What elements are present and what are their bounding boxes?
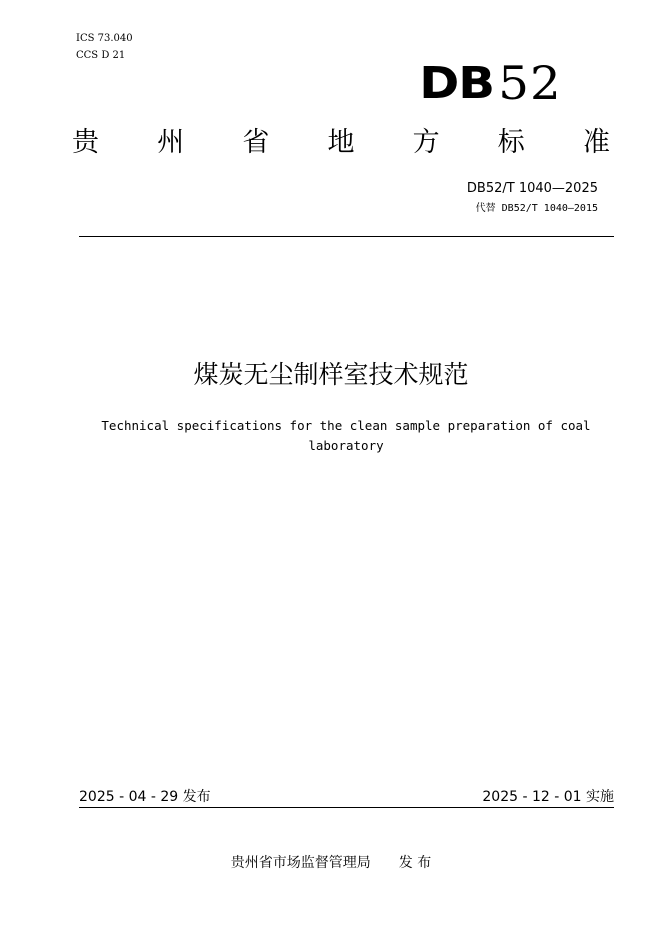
category-char: 地 (327, 127, 355, 158)
category-char: 州 (157, 127, 185, 158)
category-char: 方 (412, 127, 440, 158)
db-digits: 52 (498, 56, 562, 110)
category-char: 贵 (72, 127, 99, 158)
publish-date: 2025 - 04 - 29 发布 (79, 789, 211, 805)
category-char: 标 (497, 127, 525, 158)
db52-logo (419, 58, 562, 108)
category-char: 省 (242, 127, 270, 158)
standard-category (72, 125, 610, 161)
header-divider (79, 236, 614, 237)
issuer-name: 贵州省市场监督管理局 (230, 855, 371, 871)
issuer-action: 发 布 (398, 855, 432, 871)
standard-number: DB52/T 1040—2025 (466, 181, 598, 196)
category-char: 准 (582, 127, 610, 158)
ccs-code: CCS D 21 (76, 50, 126, 61)
ics-code: ICS 73.040 (76, 33, 133, 44)
db-letters: DB (419, 57, 495, 109)
issuer-line (0, 853, 662, 873)
document-title-en: Technical specifications for the clean sample preparation of coal laboratory (101, 418, 591, 453)
footer-divider (79, 807, 614, 808)
document-title-zh: 煤炭无尘制样室技术规范 (193, 360, 469, 389)
replaces-standard: 代替 DB52/T 1040—2015 (475, 203, 598, 214)
effective-date: 2025 - 12 - 01 实施 (482, 789, 614, 805)
